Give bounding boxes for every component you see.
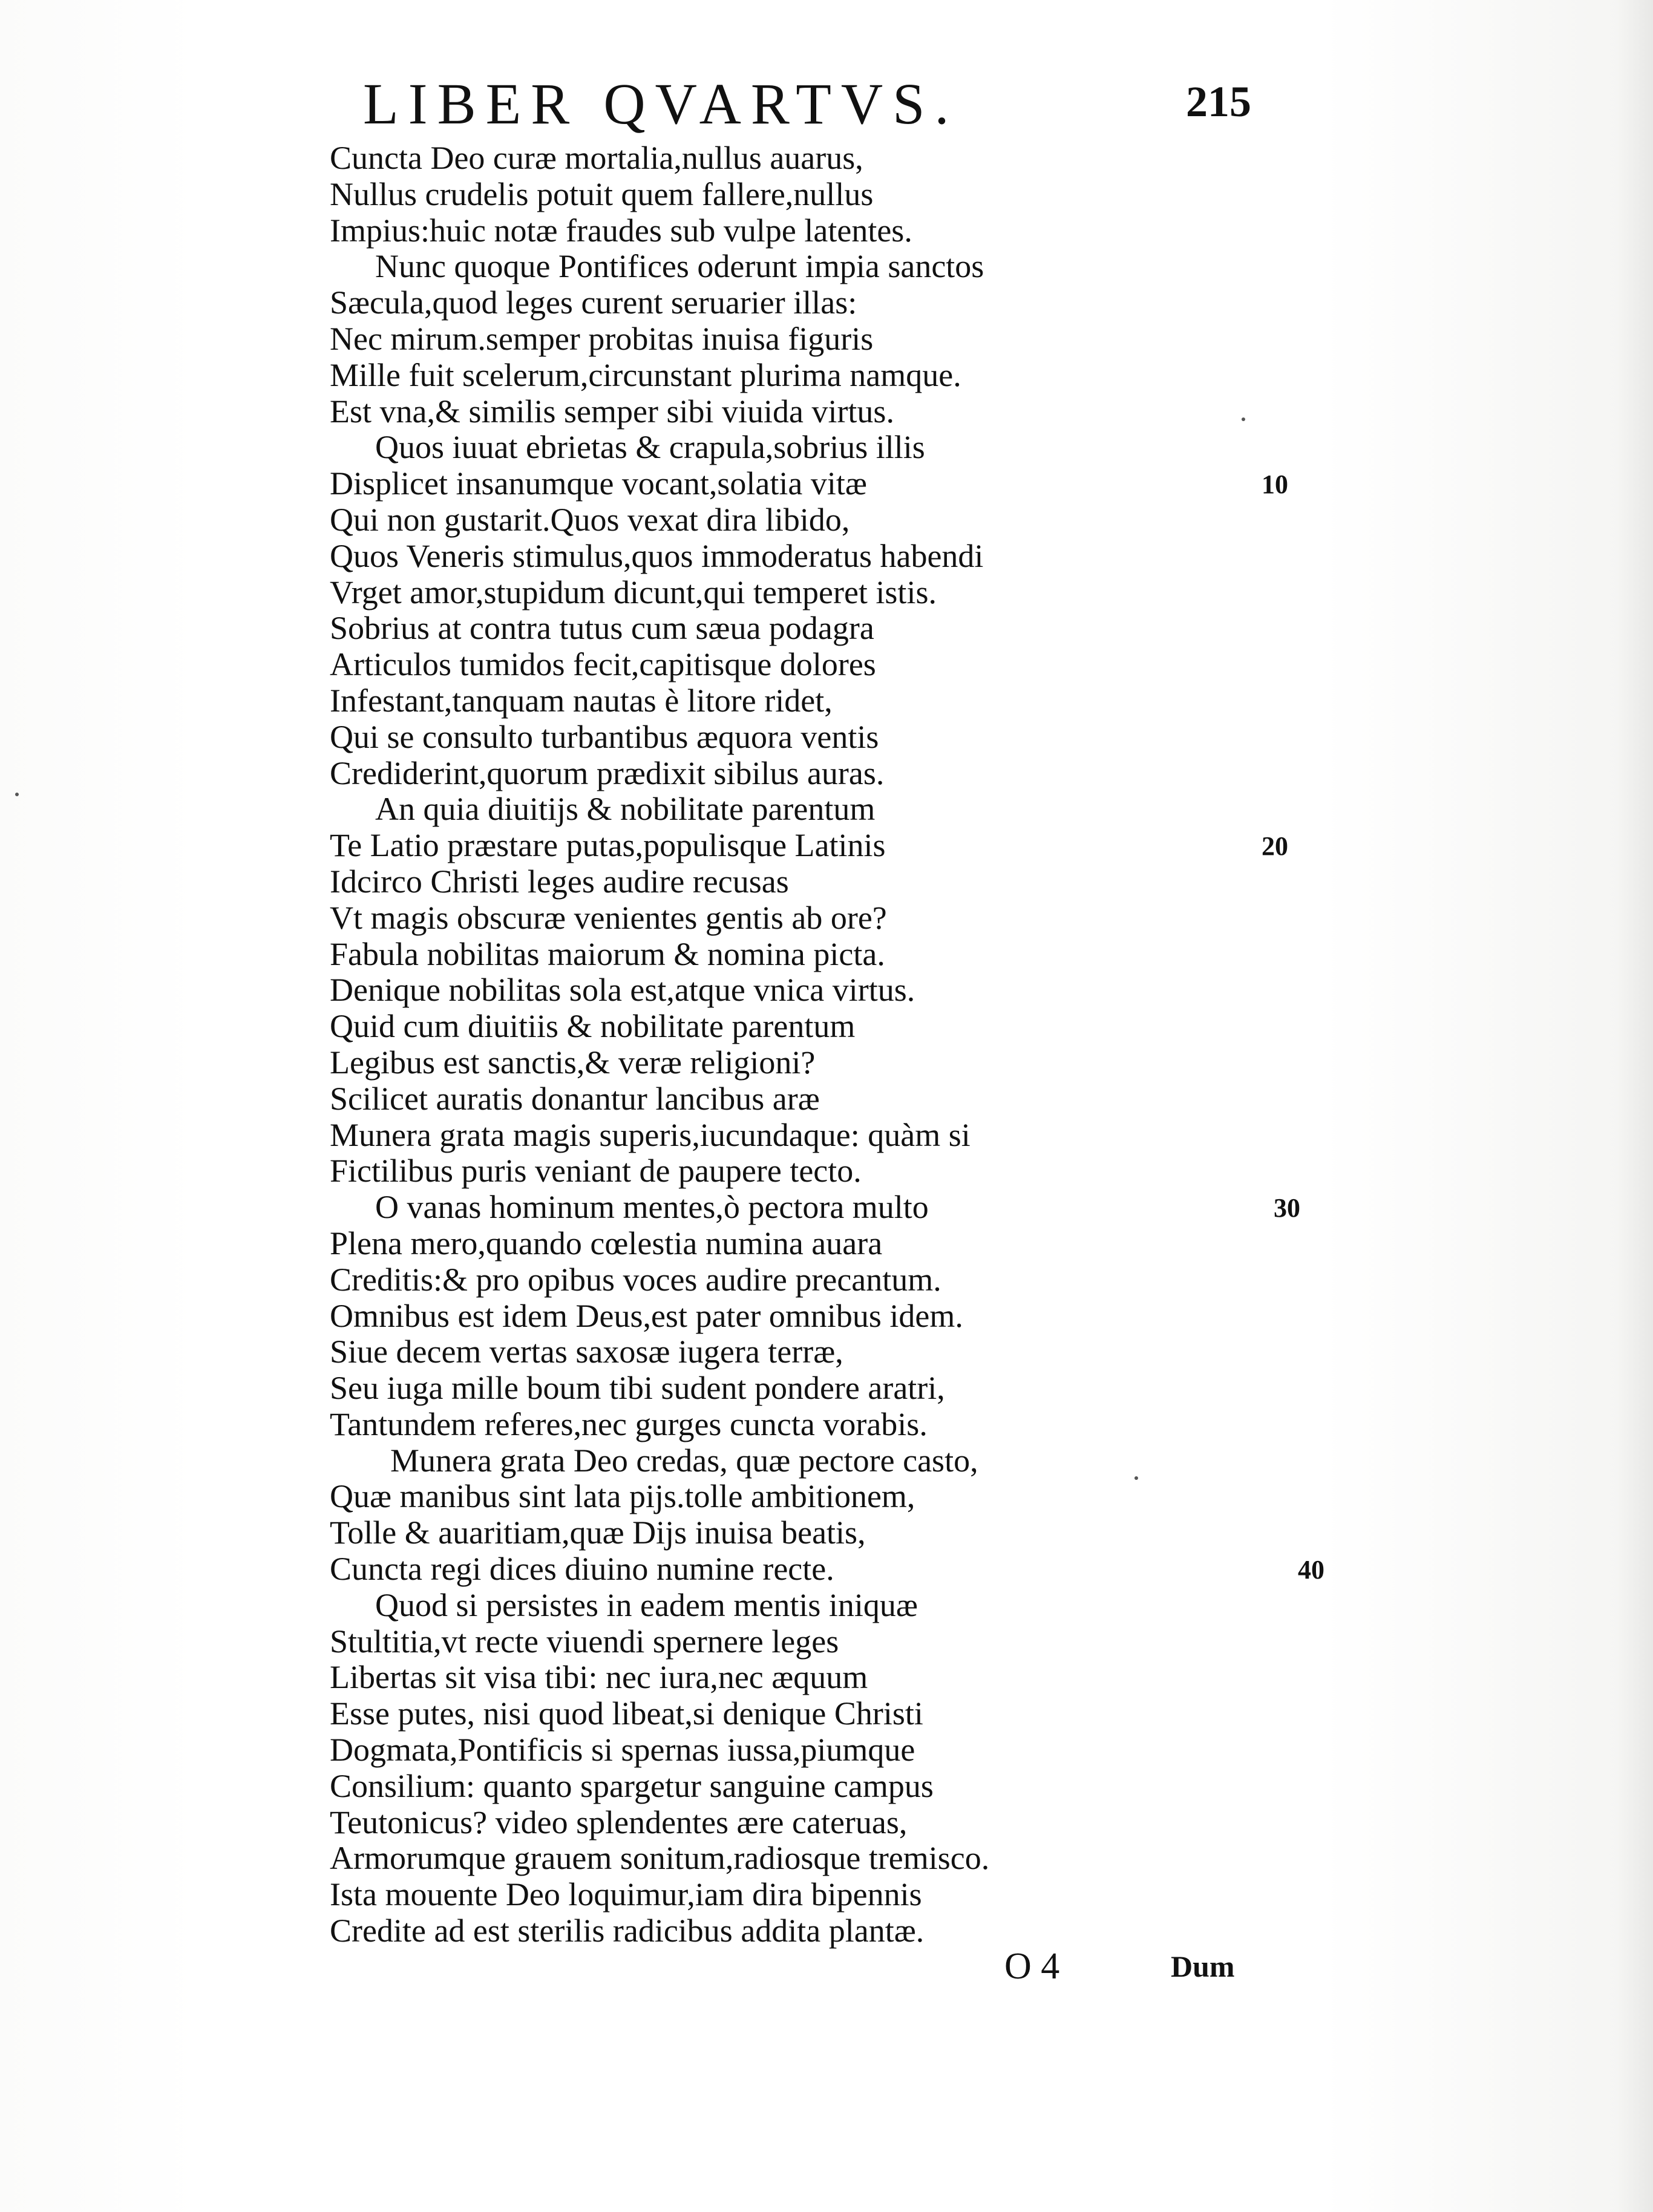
verse-line: Ista mouente Deo loquimur,iam dira bipennis (330, 1876, 922, 1913)
verse-line: Munera grata Deo credas, quæ pectore casto, (390, 1442, 978, 1479)
line-number: 30 (1274, 1193, 1300, 1223)
page-footer (1004, 1942, 1277, 1991)
verse-line: Denique nobilitas sola est,atque vnica virtus. (330, 972, 915, 1009)
verse-line: Scilicet auratis donantur lancibus aræ (330, 1080, 820, 1117)
running-title: LIBER QVARTVS. (363, 71, 959, 136)
paper-speck (1134, 1476, 1138, 1480)
paper-speck (1242, 417, 1245, 421)
verse-line: Libertas sit visa tibi: nec iura,nec æquum (330, 1659, 868, 1696)
verse-line: Munera grata magis superis,iucundaque: quàm si (330, 1116, 971, 1153)
verse-line: Quæ manibus sint lata pijs.tolle ambitionem, (330, 1478, 915, 1515)
verse-line: Nullus crudelis potuit quem fallere,nullus (330, 175, 874, 212)
verse-line: Creditis:& pro opibus voces audire precantum. (330, 1261, 941, 1298)
verse-line: An quia diuitijs & nobilitate parentum (375, 791, 876, 828)
line-number: 10 (1262, 470, 1288, 500)
verse-line: Qui non gustarit.Quos vexat dira libido, (330, 501, 850, 538)
verse-line: Nunc quoque Pontifices oderunt impia sanctos (375, 248, 984, 285)
verse-line: Sæcula,quod leges curent seruarier illas: (330, 284, 857, 321)
verse-line: Cuncta Deo curæ mortalia,nullus auarus, (330, 140, 863, 176)
verse-line: Quod si persistes in eadem mentis iniquæ (375, 1586, 918, 1623)
verse-line: Mille fuit scelerum,circunstant plurima namque. (330, 356, 961, 393)
signature-mark: O 4 (1004, 1946, 1060, 1987)
verse-line: Nec mirum.semper probitas inuisa figuris (330, 320, 874, 357)
verse-line: Sobrius at contra tutus cum sæua podagra (330, 610, 874, 647)
verse-text-block (330, 140, 1237, 1949)
verse-line: Quos Veneris stimulus,quos immoderatus habendi (330, 537, 984, 574)
page-header (363, 68, 1271, 140)
verse-line: Vrget amor,stupidum dicunt,qui temperet istis. (330, 574, 937, 610)
verse-line: Te Latio præstare putas,populisque Latinis (330, 827, 886, 864)
verse-line: Vt magis obscuræ venientes gentis ab ore? (330, 899, 887, 936)
catchword: Dum (1171, 1949, 1235, 1983)
verse-line: Crediderint,quorum prædixit sibilus auras. (330, 754, 885, 791)
verse-line: Quid cum diuitiis & nobilitate parentum (330, 1008, 856, 1045)
verse-line: Stultitia,vt recte viuendi spernere leges (330, 1623, 839, 1660)
verse-line: Teutonicus? video splendentes ære cateruas, (330, 1804, 908, 1841)
verse-line: Legibus est sanctis,& veræ religioni? (330, 1044, 816, 1081)
verse-line: Siue decem vertas saxosæ iugera terræ, (330, 1333, 843, 1370)
page-number: 215 (1186, 77, 1251, 126)
verse-line: Plena mero,quando cœlestia numina auara (330, 1225, 883, 1261)
paper-speck (15, 793, 19, 796)
verse-line: Seu iuga mille boum tibi sudent pondere aratri, (330, 1370, 945, 1407)
verse-line: Qui se consulto turbantibus æquora ventis (330, 718, 879, 755)
verse-line: Cuncta regi dices diuino numine recte. (330, 1551, 834, 1588)
verse-line: Armorumque grauem sonitum,radiosque tremisco. (330, 1840, 990, 1877)
verse-line: Fictilibus puris veniant de paupere tecto. (330, 1153, 862, 1189)
verse-line: Quos iuuat ebrietas & crapula,sobrius illis (375, 429, 925, 466)
line-number: 20 (1262, 831, 1288, 862)
verse-line: O vanas hominum mentes,ò pectora multo (375, 1189, 929, 1226)
verse-line: Dogmata,Pontificis si spernas iussa,piumque (330, 1732, 915, 1769)
verse-line: Esse putes, nisi quod libeat,si denique Christi (330, 1695, 923, 1732)
verse-line: Idcirco Christi leges audire recusas (330, 863, 789, 900)
verse-line: Tolle & auaritiam,quæ Dijs inuisa beatis, (330, 1514, 866, 1551)
verse-line: Infestant,tanquam nautas è litore ridet, (330, 682, 833, 719)
page-edge-shadow (1617, 0, 1653, 2212)
verse-line: Impius:huic notæ fraudes sub vulpe latentes. (330, 212, 912, 249)
verse-line: Consilium: quanto spargetur sanguine campus (330, 1767, 934, 1804)
verse-line: Displicet insanumque vocant,solatia vitæ (330, 465, 867, 502)
verse-line: Est vna,& similis semper sibi viuida virtus. (330, 393, 894, 430)
verse-line: Articulos tumidos fecit,capitisque dolores (330, 646, 876, 683)
verse-line: Fabula nobilitas maiorum & nomina picta. (330, 935, 885, 972)
verse-line: Credite ad est sterilis radicibus addita plantæ. (330, 1913, 925, 1949)
verse-line: Omnibus est idem Deus,est pater omnibus idem. (330, 1297, 963, 1334)
line-number: 40 (1298, 1555, 1324, 1585)
verse-line: Tantundem referes,nec gurges cuncta vorabis. (330, 1405, 928, 1442)
